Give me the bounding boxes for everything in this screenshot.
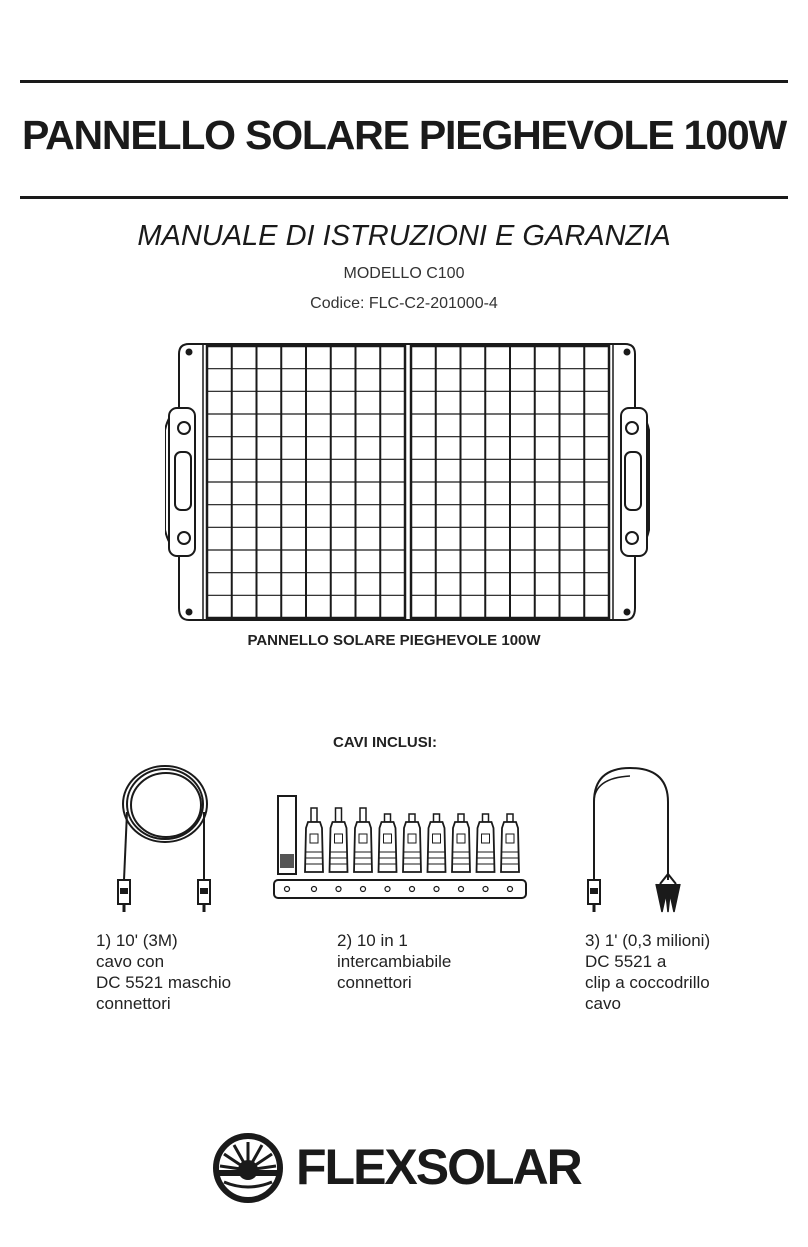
top-rule [20, 80, 788, 83]
solar-panel-illustration [165, 340, 650, 625]
sun-logo-icon [212, 1132, 284, 1204]
description-line: 2) 10 in 1 [337, 931, 408, 950]
manual-subtitle: MANUALE DI ISTRUZIONI E GARANZIA [137, 220, 671, 252]
cables-heading: CAVI INCLUSI: [333, 734, 437, 751]
cable-description-2 [337, 930, 451, 993]
connector-set-illustration [270, 792, 530, 902]
description-line: cavo con [96, 952, 165, 971]
description-line: DC 5521 maschio [96, 973, 232, 992]
description-line: cavo [585, 994, 621, 1013]
description-line: 1) 10' (3M) [96, 931, 178, 950]
model-label: MODELLO C100 [343, 265, 465, 282]
description-line: connettori [96, 994, 171, 1013]
description-line: intercambiabile [337, 952, 452, 971]
cable-description-3 [585, 930, 710, 1014]
description-line: connettori [337, 973, 412, 992]
brand-name: FLEXSOLAR [296, 1139, 581, 1195]
bottom-rule [20, 196, 788, 199]
alligator-clip-cable-illustration [580, 762, 690, 922]
cable-description-1 [96, 930, 231, 1014]
document-title: PANNELLO SOLARE PIEGHEVOLE 100W [22, 112, 786, 158]
product-code: Codice: FLC-C2-201000-4 [310, 295, 498, 312]
description-line: DC 5521 a [585, 952, 667, 971]
panel-caption: PANNELLO SOLARE PIEGHEVOLE 100W [247, 632, 541, 649]
description-line: clip a coccodrillo [585, 973, 710, 992]
coiled-cable-illustration [110, 762, 220, 917]
description-line: 3) 1' (0,3 milioni) [585, 931, 711, 950]
flexsolar-logo [212, 1130, 602, 1210]
